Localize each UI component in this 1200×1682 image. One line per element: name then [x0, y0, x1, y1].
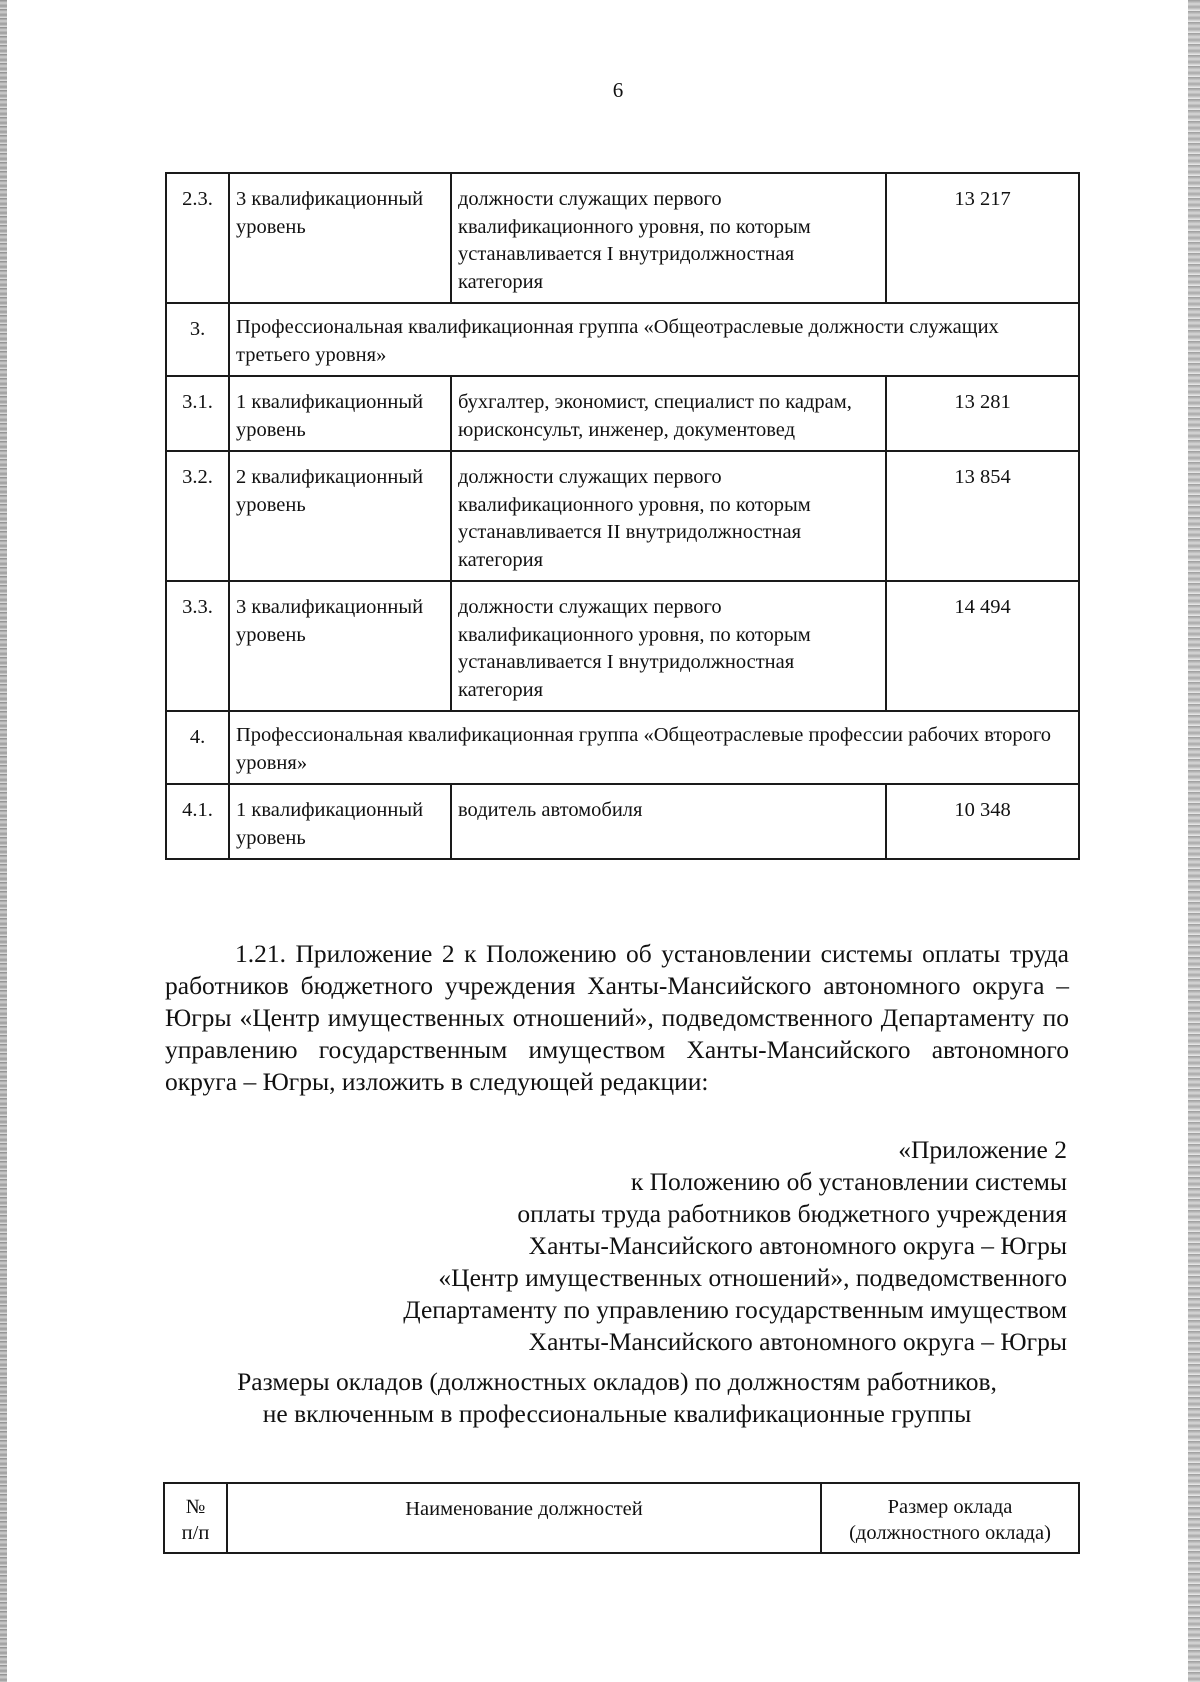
salary-sizes-heading: [165, 1366, 1069, 1430]
positions-table-header-row: [164, 1483, 1079, 1553]
qualification-level: 2 квалификационный уровень: [229, 451, 451, 581]
scan-edge-right: [1188, 0, 1200, 1682]
header-salary-line: (должностного оклада): [849, 1522, 1051, 1544]
header-position-name-cell: [227, 1483, 821, 1553]
qualification-level: 1 квалификационный уровень: [229, 376, 451, 451]
appendix-reference-line: «Центр имущественных отношений», подведомственного: [438, 1263, 1067, 1292]
amendment-paragraph: 1.21. Приложение 2 к Положению об установлении системы оплаты труда работников бюджетного учреждения Ханты-Мансийского автономного округа – Югры «Центр имущественных отношений», подведомственного Департаменту по управлению государственным имуществом Ханты-Мансийского автономного округа – Югры, изложить в следующей редакции:: [165, 939, 1069, 1096]
salary-amount: 14 494: [886, 581, 1079, 711]
group-title: Профессиональная квалификационная группа «Общеотраслевые профессии рабочих второго уровня»: [229, 711, 1079, 784]
row-number: 3.2.: [166, 451, 229, 581]
salary-amount: 13 281: [886, 376, 1079, 451]
qualification-level-row: [166, 451, 1079, 581]
header-salary-cell: [821, 1483, 1079, 1553]
position-description: должности служащих первого квалификационного уровня, по которым устанавливается II внутридолжностная категория: [451, 451, 886, 581]
header-position-name: Наименование должностей: [405, 1498, 643, 1520]
qualification-level-row: [166, 376, 1079, 451]
position-description: должности служащих первого квалификационного уровня, по которым устанавливается I внутридолжностная категория: [451, 173, 886, 303]
appendix-reference-line: к Положению об установлении системы: [630, 1167, 1067, 1196]
header-number-line: №: [185, 1496, 206, 1518]
scan-edge-left: [0, 0, 7, 1682]
qualification-level-row: [166, 784, 1079, 859]
row-number: 3.3.: [166, 581, 229, 711]
header-number-cell: [164, 1483, 227, 1553]
header-number-line: п/п: [181, 1522, 210, 1544]
row-number: 2.3.: [166, 173, 229, 303]
heading-line: не включенным в профессиональные квалификационные группы: [262, 1399, 972, 1428]
positions-table: [163, 1482, 1080, 1554]
appendix-reference: [403, 1134, 1067, 1358]
group-row: [166, 303, 1079, 376]
appendix-reference-line: «Приложение 2: [898, 1135, 1067, 1164]
salary-amount: 13 854: [886, 451, 1079, 581]
group-title: Профессиональная квалификационная группа «Общеотраслевые должности служащих третьего уровня»: [229, 303, 1079, 376]
position-description: водитель автомобиля: [451, 784, 886, 859]
position-description: бухгалтер, экономист, специалист по кадрам, юрисконсульт, инженер, документовед: [451, 376, 886, 451]
header-salary-line: Размер оклада: [887, 1496, 1013, 1518]
heading-line: Размеры окладов (должностных окладов) по должностям работников,: [237, 1367, 997, 1396]
appendix-reference-line: Ханты-Мансийского автономного округа – Югры: [528, 1231, 1067, 1260]
page-number: 6: [612, 78, 624, 102]
qualification-level: 3 квалификационный уровень: [229, 173, 451, 303]
salary-table: [165, 172, 1080, 860]
qualification-level-row: [166, 173, 1079, 303]
salary-amount: 10 348: [886, 784, 1079, 859]
row-number: 3.: [166, 303, 229, 376]
row-number: 4.1.: [166, 784, 229, 859]
row-number: 4.: [166, 711, 229, 784]
qualification-level: 1 квалификационный уровень: [229, 784, 451, 859]
qualification-level-row: [166, 581, 1079, 711]
appendix-reference-line: оплаты труда работников бюджетного учреждения: [517, 1199, 1067, 1228]
qualification-level: 3 квалификационный уровень: [229, 581, 451, 711]
appendix-reference-line: Департаменту по управлению государственным имуществом: [403, 1295, 1067, 1324]
row-number: 3.1.: [166, 376, 229, 451]
salary-amount: 13 217: [886, 173, 1079, 303]
position-description: должности служащих первого квалификационного уровня, по которым устанавливается I внутридолжностная категория: [451, 581, 886, 711]
group-row: [166, 711, 1079, 784]
appendix-reference-line: Ханты-Мансийского автономного округа – Югры: [528, 1327, 1067, 1356]
salary-table-body: [166, 173, 1079, 859]
